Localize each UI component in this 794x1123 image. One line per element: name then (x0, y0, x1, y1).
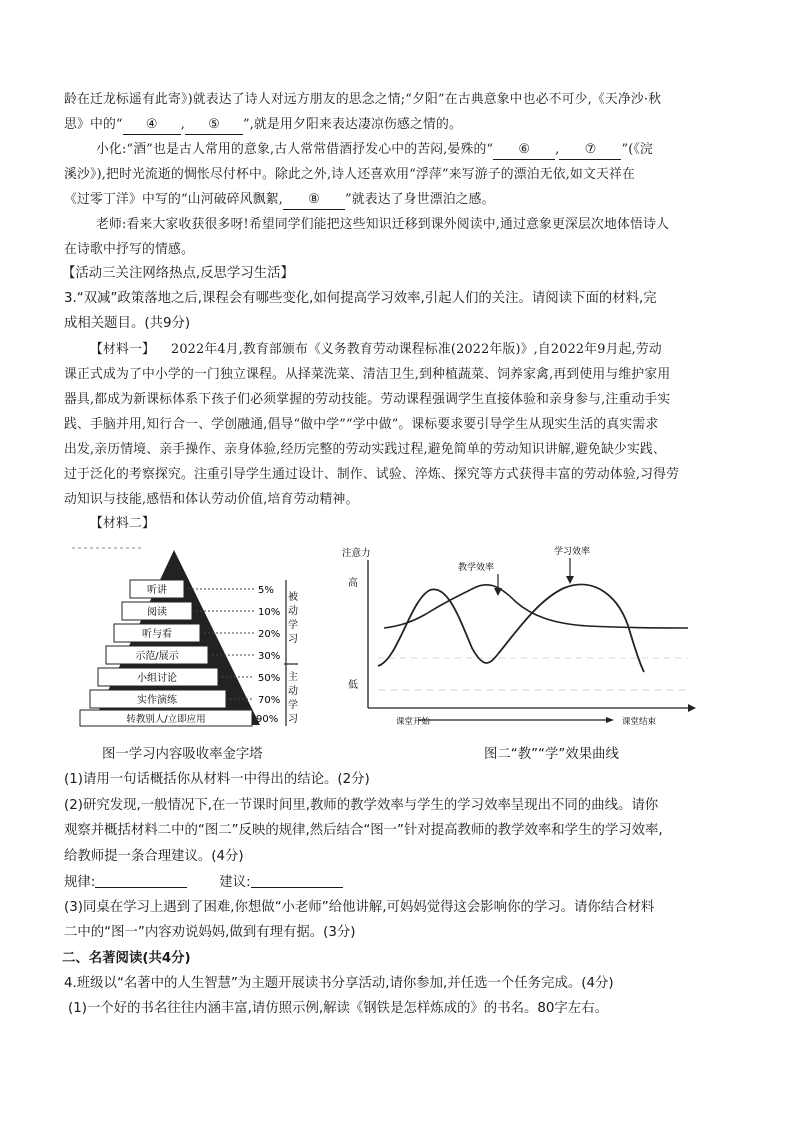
pyramid-level-4 (106, 646, 208, 664)
passive-char-3: 学 (288, 620, 298, 631)
active-char-2: 动 (288, 686, 298, 697)
curve-low-label: 低 (348, 680, 358, 691)
pyramid-pct-6: 70% (258, 695, 281, 706)
poem-line-4: 溪沙》),把时光流逝的惆怅尽付杯中。除此之外,诗人还喜欢用“浮萍”来写游子的漂泊无依,如文天祥在 (64, 167, 635, 182)
pyramid-pct-7: 90% (256, 714, 279, 725)
rule-label: 规律: (64, 875, 96, 890)
pyramid-level-3 (114, 624, 200, 642)
subquestion-3-line-1: (3)同桌在学习上遇到了困难,你想做“小老师”给他讲解,可妈妈觉得这会影响你的学习。请你结合材料 (64, 900, 655, 915)
pyramid-pct-3: 20% (258, 629, 281, 640)
poem-line-5-post: ”就表达了身世漂泊之感。 (344, 192, 495, 207)
active-char-1: 主 (288, 672, 298, 683)
section2-heading: 二、名著阅读(共4分) (62, 951, 191, 966)
passive-char-2: 动 (288, 606, 298, 617)
pyramid-level-7 (80, 710, 252, 726)
passive-char-4: 习 (288, 634, 298, 645)
material1-line-3: 器具,都成为新课标体系下孩子们必须掌握的劳动技能。劳动课程强调学生直接体验和亲身参与,注重动手实 (64, 392, 671, 407)
poem-line-7: 在诗歌中抒写的情感。 (64, 242, 194, 257)
pyramid-label-4: 示范/展示 (135, 651, 179, 662)
curve-x-arrow (688, 704, 696, 712)
material1-line-4: 践、手脑并用,知行合一、学创融通,倡导“做中学”“学中做”。课标要求要引导学生从现实生活的真实需求 (64, 417, 659, 432)
teaching-arrow-head (494, 588, 502, 596)
pyramid-level-6 (90, 690, 226, 708)
pyramid-pct-4: 30% (258, 651, 281, 662)
material1-line-7: 动知识与技能,感悟和体认劳动价值,培育劳动精神。 (64, 492, 359, 507)
answer-blank-7[interactable]: ⑦ (559, 141, 621, 160)
poem-line-2-post: ”,就是用夕阳来表达凄凉伤感之情的。 (243, 117, 462, 132)
advice-answer-blank[interactable] (251, 873, 343, 888)
question3-line-2: 成相关题目。(共9分) (64, 316, 191, 331)
subquestion-3-line-2: 二中的“图一”内容劝说妈妈,做到有理有据。(3分) (64, 925, 356, 940)
pyramid-pct-5: 50% (258, 673, 281, 684)
pyramid-level-5 (98, 668, 218, 686)
material1-line-2: 课正式成为了中小学的一门独立课程。从择菜洗菜、清洁卫生,到种植蔬菜、饲养家禽,再到使用与维护家用 (64, 367, 671, 382)
pyramid-label-2: 阅读 (147, 607, 167, 618)
pyramid-label-3: 听与看 (142, 629, 172, 640)
learning-arrow-head (566, 576, 574, 584)
class-end-label: 课堂结束 (622, 717, 657, 727)
poem-line-3-pre: 小化:“酒”也是古人常用的意象,古人常常借酒抒发心中的苦闷,晏殊的“ (96, 142, 494, 157)
pyramid-label-5: 小组讨论 (137, 673, 177, 684)
question3-line-1: 3.“双减”政策落地之后,课程会有哪些变化,如何提高学习效率,引起人们的关注。请阅读下面的材料,完 (64, 291, 657, 306)
class-start-label: 课堂开始 (396, 717, 431, 727)
question4: 4.班级以“名著中的人生智慧”为主题开展读书分享活动,请你参加,并任选一个任务完成。(4分) (64, 976, 614, 991)
pyramid-pct-2: 10% (258, 607, 281, 618)
curve-high-label: 高 (348, 578, 358, 589)
answer-blank-8[interactable]: ⑧ (283, 191, 345, 210)
material1-line-1 (90, 341, 662, 359)
pyramid-level-1 (130, 580, 184, 598)
activity3-header: 【活动三关注网络热点,反思学习生活】 (62, 266, 294, 281)
pyramid-label-7: 转教别人/立即应用 (126, 714, 206, 725)
subquestion-2-line-1: (2)研究发现,一般情况下,在一节课时间里,教师的教学效率与学生的学习效率呈现出不同的曲线。请你 (64, 798, 659, 813)
material2-label: 【材料二】 (90, 516, 155, 531)
material1-text-1: 2022年4月,教育部颁布《义务教育劳动课程标准(2022年版)》,自2022年9月起,劳动 (170, 342, 662, 357)
pyramid-figure (72, 540, 322, 730)
figure2-caption: 图二“教”“学”效果曲线 (484, 747, 619, 762)
subquestion-2-line-2: 观察并概括材料二中的“图二”反映的规律,然后结合“图一”针对提高教师的教学效率和学生的学习效率, (64, 823, 663, 838)
subquestion-2-line-3: 给教师提一条合理建议。(4分) (64, 849, 244, 864)
curve-y-axis-title: 注意力 (342, 548, 371, 559)
pyramid-level-2 (122, 602, 192, 620)
material1-line-5: 出发,亲历情境、亲手操作、亲身体验,经历完整的劳动实践过程,避免简单的劳动知识讲解,避免缺少实践、 (64, 442, 666, 457)
poem-line-3-post: ”(《浣 (621, 142, 653, 157)
poem-line-2-pre: 思》中的“ (64, 117, 123, 132)
pyramid-label-6: 实作演练 (137, 695, 177, 706)
learning-efficiency-label: 学习效率 (553, 547, 591, 557)
subquestion-1: (1)请用一句话概括你从材料一中得出的结论。(2分) (64, 772, 370, 787)
figure1-caption: 图一学习内容吸收率金字塔 (102, 747, 263, 762)
pyramid-label-1: 听讲 (147, 585, 167, 596)
passive-char-1: 被 (288, 592, 298, 603)
question4-task-1: (1)一个好的书名往往内涵丰富,请仿照示例,解读《钢铁是怎样炼成的》的书名。80字左右。 (68, 1001, 608, 1016)
material1-label: 【材料一】 (90, 342, 155, 357)
poem-line-1: 龄在迁龙标遥有此寄》)就表达了诗人对远方朋友的思念之情;“夕阳”在古典意象中也必不可少,《天净沙·秋 (64, 92, 662, 107)
teaching-efficiency-label: 教学效率 (457, 563, 495, 573)
answer-line-row (64, 873, 343, 892)
pyramid-pct-1: 5% (258, 585, 274, 596)
advice-label: 建议: (219, 875, 251, 890)
active-char-4: 习 (288, 714, 298, 725)
material1-line-6: 过于泛化的考察探究。注重引导学生通过设计、制作、试验、淬炼、探究等方式获得丰富的劳动体验,习得劳 (64, 467, 680, 482)
poem-line-3: 小化:“酒”也是古人常用的意象,古人常常借酒抒发心中的苦闷,晏殊的“ ⑥ , ⑦ ”(《浣 (96, 141, 653, 160)
poem-line-2: 思》中的“ ④ , ⑤ ”,就是用夕阳来表达凄凉伤感之情的。 (64, 116, 462, 135)
curve-figure (338, 540, 708, 730)
rule-answer-blank[interactable] (95, 873, 187, 888)
timeline-arrow (606, 717, 614, 723)
poem-line-5 (64, 191, 495, 210)
active-char-3: 学 (288, 700, 298, 711)
answer-blank-6[interactable]: ⑥ (493, 141, 555, 160)
answer-blank-4[interactable]: ④ (123, 116, 181, 135)
poem-line-6: 老师:看来大家收获很多呀!希望同学们能把这些知识迁移到课外阅读中,通过意象更深层次地体悟诗人 (96, 217, 669, 232)
answer-blank-5[interactable]: ⑤ (185, 116, 243, 135)
poem-line-5-pre: 《过零丁洋》中写的“山河破碎风飘絮, (64, 192, 283, 207)
teaching-efficiency-curve (384, 585, 688, 628)
